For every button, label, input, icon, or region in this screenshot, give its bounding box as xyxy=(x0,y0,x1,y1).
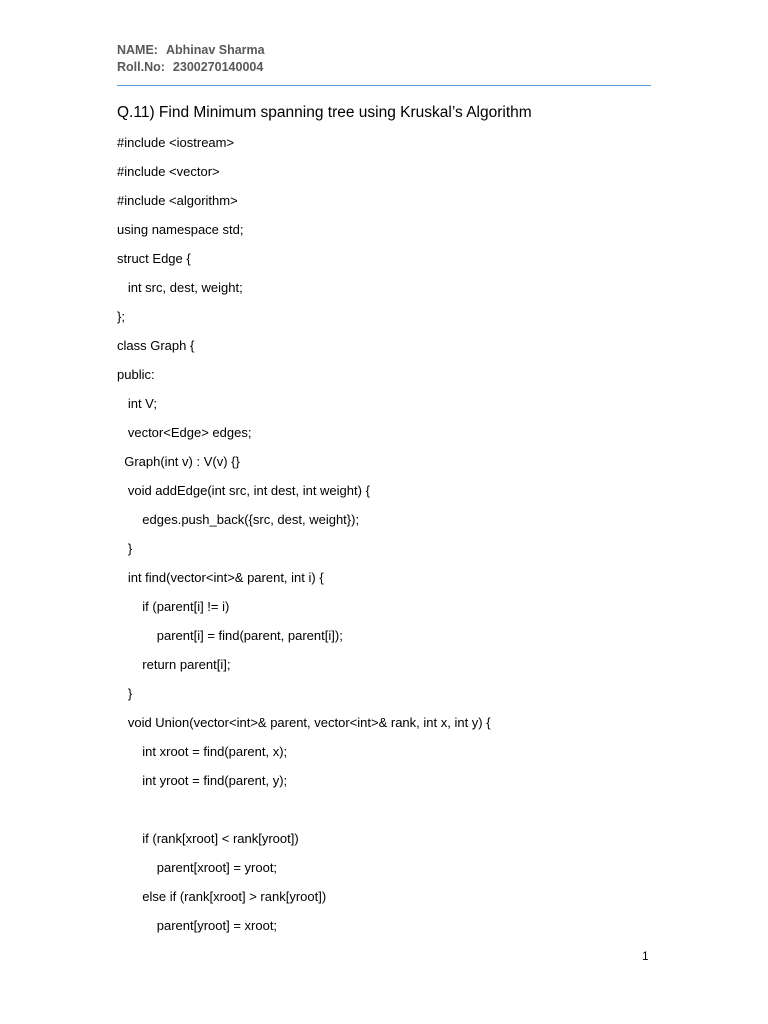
code-line: else if (rank[xroot] > rank[yroot]) xyxy=(117,889,327,904)
code-line: } xyxy=(117,541,133,556)
code-line: int V; xyxy=(117,396,157,411)
header-divider xyxy=(117,85,651,86)
code-line: if (rank[xroot] < rank[yroot]) xyxy=(117,831,299,846)
code-line: struct Edge { xyxy=(117,251,191,266)
code-line: vector<Edge> edges; xyxy=(117,425,252,440)
roll-row xyxy=(117,59,265,76)
code-line: edges.push_back({src, dest, weight}); xyxy=(117,512,360,527)
code-line: parent[xroot] = yroot; xyxy=(117,860,278,875)
code-listing xyxy=(117,134,491,946)
name-label: NAME: xyxy=(117,43,158,57)
code-line: if (parent[i] != i) xyxy=(117,599,230,614)
code-line: parent[yroot] = xroot; xyxy=(117,918,278,933)
code-line: #include <algorithm> xyxy=(117,193,238,208)
page-number: 1 xyxy=(642,949,649,963)
code-line: int find(vector<int>& parent, int i) { xyxy=(117,570,324,585)
code-line: parent[i] = find(parent, parent[i]); xyxy=(117,628,343,643)
code-line: class Graph { xyxy=(117,338,195,353)
code-line: Graph(int v) : V(v) {} xyxy=(117,454,240,469)
name-row xyxy=(117,42,265,59)
code-line: #include <vector> xyxy=(117,164,220,179)
code-line xyxy=(117,801,491,830)
code-line: using namespace std; xyxy=(117,222,244,237)
roll-value: 2300270140004 xyxy=(172,60,264,74)
name-value: Abhinav Sharma xyxy=(165,43,265,57)
code-line: #include <iostream> xyxy=(117,135,235,150)
code-line: void Union(vector<int>& parent, vector<int>& rank, int x, int y) { xyxy=(117,715,491,730)
code-line: void addEdge(int src, int dest, int weight) { xyxy=(117,483,370,498)
code-line: public: xyxy=(117,367,155,382)
question-heading: Q.11) Find Minimum spanning tree using Kruskal’s Algorithm xyxy=(117,104,532,121)
code-line: return parent[i]; xyxy=(117,657,231,672)
student-header xyxy=(117,42,265,76)
code-line: int xroot = find(parent, x); xyxy=(117,744,288,759)
code-line: }; xyxy=(117,309,125,324)
code-line: } xyxy=(117,686,133,701)
roll-label: Roll.No: xyxy=(117,60,165,74)
code-line: int src, dest, weight; xyxy=(117,280,243,295)
code-line: int yroot = find(parent, y); xyxy=(117,773,288,788)
